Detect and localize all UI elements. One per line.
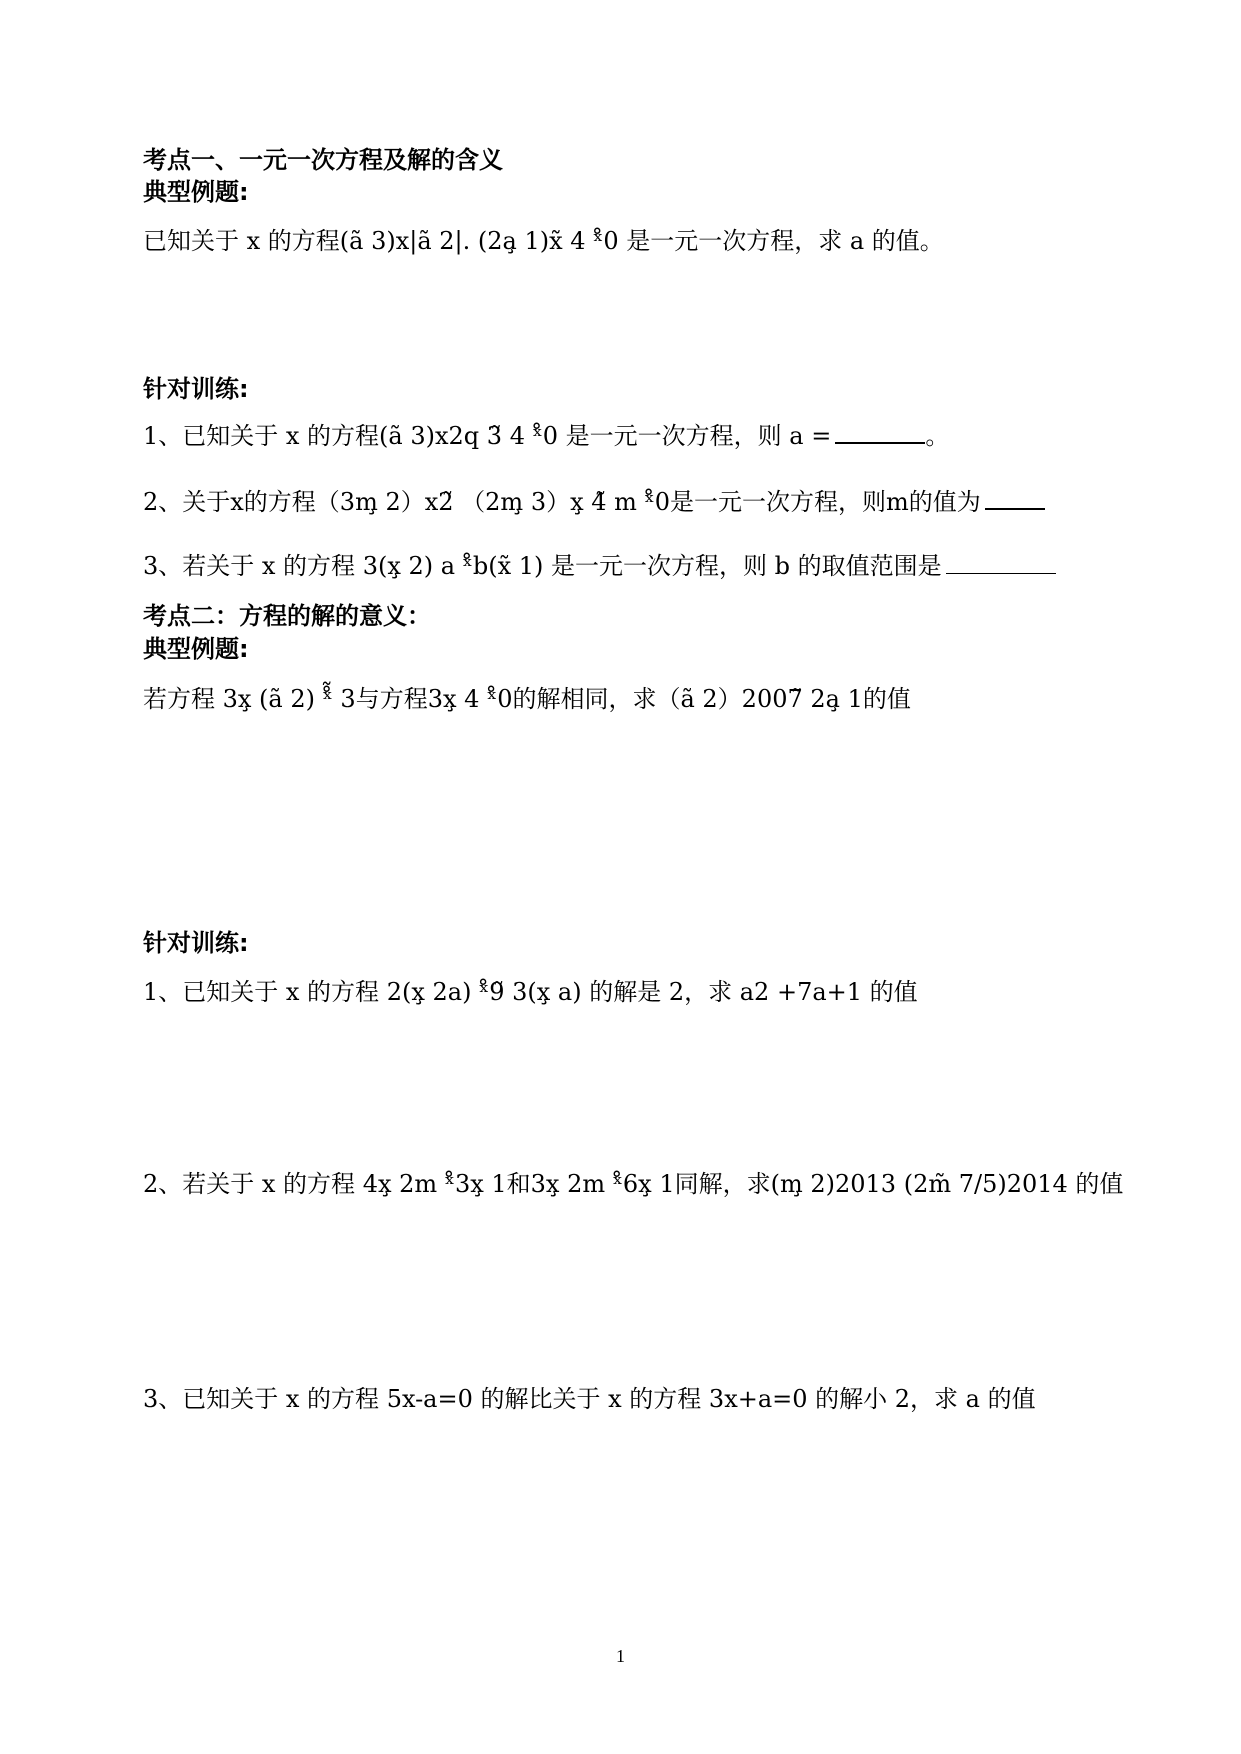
section2-training-label: 针对训练: bbox=[143, 929, 249, 957]
section1-question-2-text: 2、关于x的方程（3m̧ 2）x2̃ （2m̧ 3）x̧ 4̃ m ˣ̊0是一元一次方程，则m的值为 bbox=[143, 488, 981, 516]
answer-blank[interactable] bbox=[946, 573, 1056, 574]
section2-example-problem: 若方程 3x̧ (ã 2) ˣ̊̃ 3与方程3x̧ 4 ˣ̊0的解相同，求（ã 2）2007̃ 2a̧ 1的值 bbox=[143, 685, 911, 713]
section1-question-2 bbox=[143, 486, 1045, 518]
section1-question-1-text: 1、已知关于 x 的方程(ã 3)x2q 3̃ 4 ˣ̊0 是一元一次方程，则 a = bbox=[143, 422, 832, 450]
section2-heading: 考点二：方程的解的意义： bbox=[143, 602, 431, 630]
section1-question-3 bbox=[143, 550, 1056, 582]
answer-blank[interactable] bbox=[985, 508, 1045, 510]
section1-example-label: 典型例题: bbox=[143, 178, 249, 206]
section1-heading: 考点一、一元一次方程及解的含义 bbox=[143, 146, 503, 174]
page-number: 1 bbox=[616, 1646, 625, 1666]
section1-example-problem: 已知关于 x 的方程(ã 3)x|ã 2|. (2a̧ 1)x̃ 4 ˣ̊0 是一元一次方程，求 a 的值。 bbox=[143, 227, 944, 255]
section2-question-1: 1、已知关于 x 的方程 2(x̧ 2a) ˣ̊9̃ 3(x̧ a) 的解是 2，求 a2 +7a+1 的值 bbox=[143, 978, 918, 1006]
answer-blank[interactable] bbox=[835, 442, 925, 444]
section1-question-1-end: 。 bbox=[925, 422, 950, 450]
section1-training-label: 针对训练: bbox=[143, 375, 249, 403]
section2-question-3: 3、已知关于 x 的方程 5x-a=0 的解比关于 x 的方程 3x+a=0 的解小 2，求 a 的值 bbox=[143, 1385, 1036, 1413]
section2-question-2: 2、若关于 x 的方程 4x̧ 2m ˣ̊3x̧ 1和3x̧ 2m ˣ̊6x̧ 1同解，求(m̧ 2)2013 (2m̃ 7/5)2014 的值 bbox=[143, 1170, 1124, 1198]
section1-question-1 bbox=[143, 420, 949, 452]
section1-question-3-text: 3、若关于 x 的方程 3(x̧ 2) a ˣ̊b(x̃ 1) 是一元一次方程，则 b 的取值范围是 bbox=[143, 552, 942, 580]
section2-example-label: 典型例题: bbox=[143, 635, 249, 663]
